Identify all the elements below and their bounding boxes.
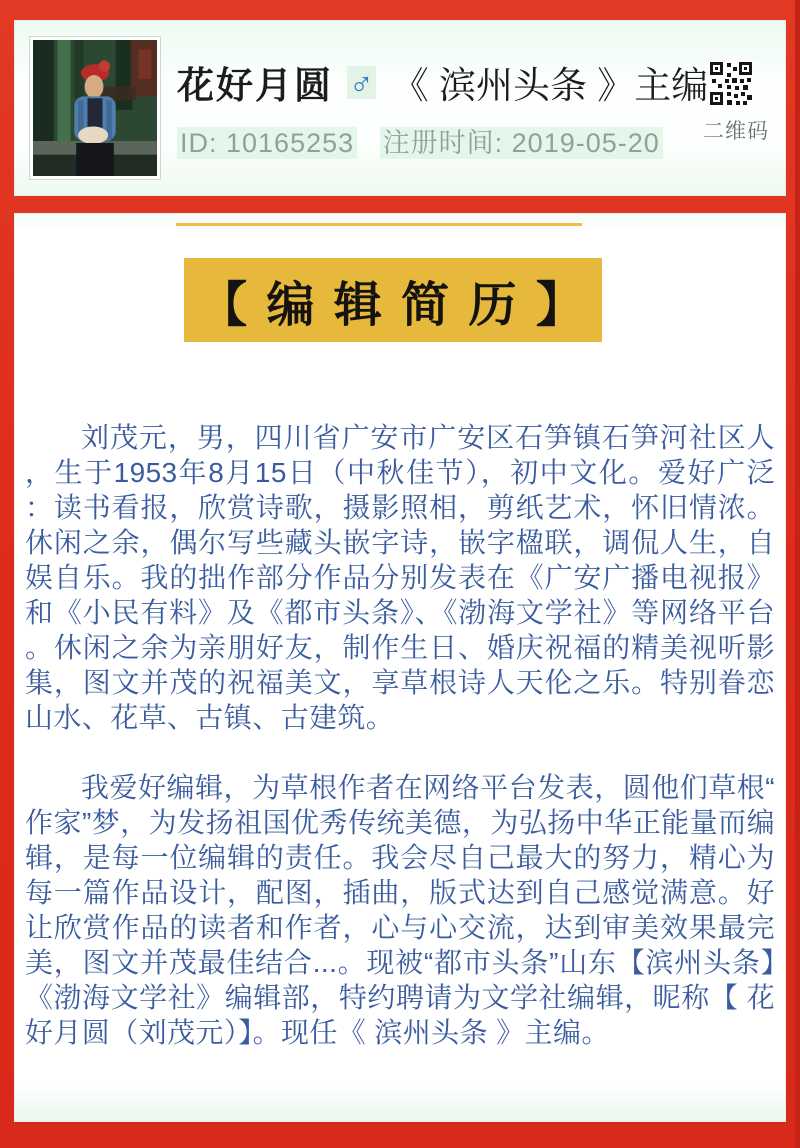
bio-paragraph-2: 我爱好编辑，为草根作者在网络平台发表，圆他们草根“作家”梦，为发扬祖国优秀传统美德，为弘扬中华正能量而编辑，是每一位编辑的责任。我会尽自己最大的努力，精心为每一篇作品设计，配图，插曲，版式达到自己感觉满意。好让欣赏作品的读者和作者，心与心交流，达到审美效果最完美，图文并茂最佳结合...。现被“都市头条”山东【滨州头条】《渤海文学社》编辑部，特约聘请为文学社编辑，昵称【 花好月圆（刘茂元）】。现任《 滨州头条 》主编。 [25,772,775,1048]
avatar-photo [33,40,157,176]
meta-row [177,121,663,160]
register-date: 注册时间: 2019-05-20 [380,127,663,159]
qr-code-label: 二维码 [703,120,769,143]
username: 花好月圆 [177,65,333,106]
avatar[interactable] [29,36,161,180]
banner-ghost-divider [176,223,582,226]
bio-paragraph-1: 刘茂元，男，四川省广安市广安区石笋镇石笋河社区人，生于1953年8月15日（中秋佳节），初中文化。爱好广泛：读书看报，欣赏诗歌，摄影照相，剪纸艺术，怀旧情浓。休闲之余，偶尔写些藏头嵌字诗，嵌字楹联，调侃人生，自娱自乐。我的拙作部分作品分别发表在《广安广播电视报》和《小民有料》及《都市头条》、《渤海文学社》等网络平台。休闲之余为亲朋好友，制作生日、婚庆祝福的精美视听影集，图文并茂的祝福美文，享草根诗人天伦之乐。特别眷恋山水、花草、古镇、古建筑。 [25,422,775,733]
user-id: ID: 10165253 [177,127,357,159]
resume-title-banner: 【 编 辑 简 历 】 [184,258,602,342]
qr-code-icon [709,61,753,107]
male-gender-icon: ♂ [349,63,374,101]
profile-header [14,20,786,196]
name-row [177,57,708,107]
user-role-title: 《 滨州头条 》主编 [391,65,709,106]
qr-code-block[interactable] [703,61,769,145]
resume-card [14,213,786,1122]
